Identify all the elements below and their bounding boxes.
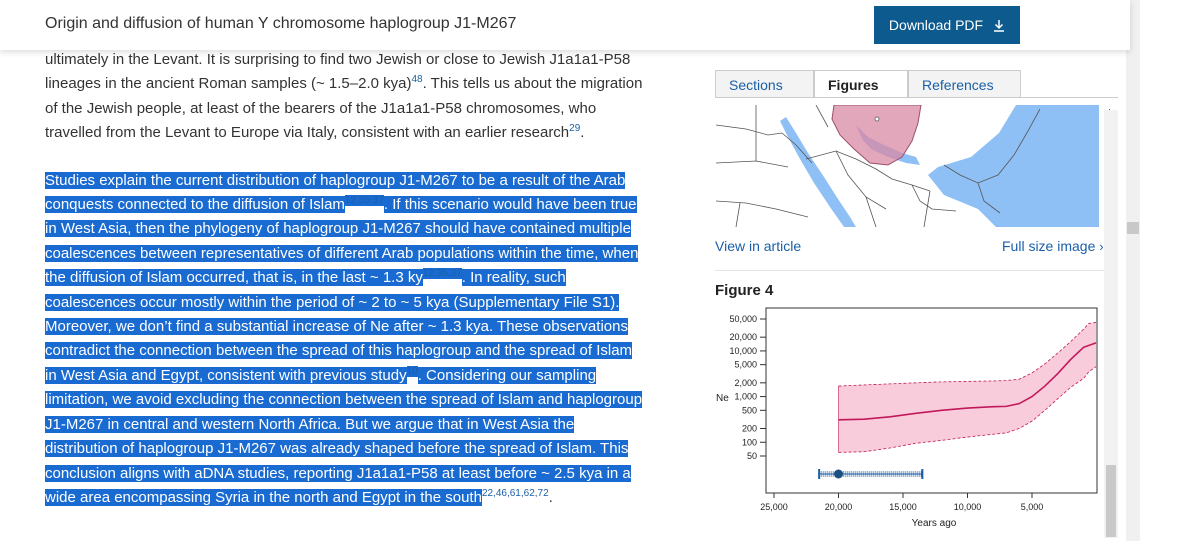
map-sample-marker bbox=[875, 117, 879, 121]
slider-handle[interactable] bbox=[834, 470, 843, 479]
download-icon bbox=[993, 19, 1005, 32]
view-in-article-link[interactable]: View in article bbox=[715, 238, 802, 254]
y-tick-label: 10,000 bbox=[729, 345, 757, 356]
paragraph-1-text-3: . bbox=[580, 124, 585, 142]
citation-10[interactable]: 10 bbox=[406, 365, 418, 377]
tab-divider bbox=[715, 97, 1118, 98]
figure-4-title: Figure 4 bbox=[715, 282, 774, 299]
paragraph-1 bbox=[45, 48, 645, 146]
y-tick-label: 2,000 bbox=[734, 377, 757, 388]
y-tick-label: 100 bbox=[741, 437, 757, 448]
y-tick-label: 500 bbox=[741, 405, 757, 416]
citation-29[interactable]: 29 bbox=[569, 123, 581, 135]
tab-references[interactable]: References bbox=[908, 70, 1021, 98]
x-tick-label: 10,000 bbox=[953, 502, 982, 512]
paragraph-2-text-1: Studies explain the current distribution of haplogroup J1-M267 to be a result of the Arab conquests connected to the diffusion of Islam bbox=[45, 171, 626, 214]
map-image bbox=[716, 105, 1099, 227]
y-tick-label: 50,000 bbox=[729, 314, 757, 324]
paragraph-1-text: ultimately in the Levant. It is surprising to find two Jewish or close to Jewish J1a1a1-P58 lineages in the ancient Roman samples (~ 1.5–2.0 kya) bbox=[45, 51, 631, 93]
slider-end-cap[interactable] bbox=[921, 469, 923, 479]
top-bar bbox=[0, 0, 1130, 50]
paragraph-2-text-2: . If this scenario would have been true in West Asia, then the phylogeny of haplogroup J1-M267 should have contained multiple coalescences between representatives of different Arab populations within the time, when the diffusion of Islam occurred, that is, in the last ~ 1.3 ky bbox=[45, 196, 639, 287]
y-tick-label: 200 bbox=[741, 423, 757, 434]
full-size-image-link[interactable] bbox=[1002, 238, 1104, 254]
panel-tabs bbox=[715, 70, 1021, 98]
paragraph-2-text-5: . bbox=[548, 488, 553, 506]
paragraph-2 bbox=[45, 169, 645, 511]
paragraph-2-text-4: . Considering our sampling limitation, we avoid excluding the connection between the spread of Islam and haplogroup J1-M267 in central and western North Africa. But we argue that in West Asia the distribution of haplogroup J1-M267 was already shaped before the spread of Islam. This conclusion aligns with aDNA studies, reporting J1a1a1-P58 at least before ~ 2.5 kya in a wide area encompassing Syria in the north and Egypt in the south bbox=[45, 366, 643, 506]
paragraph-2-text-3: . In reality, such coalescences occur mostly within the period of ~ 2 to ~ 5 kya (Supplementary File S1). Moreover, we don’t find a substantial increase of Ne after ~ 1.3 kya. These observations contradict the connection between the spread of this haplogroup and the spread of Islam in West Asia and Egypt, consistent with previous study bbox=[45, 269, 633, 384]
article-body bbox=[45, 48, 645, 510]
download-pdf-button[interactable] bbox=[874, 6, 1020, 44]
x-tick-label: 15,000 bbox=[889, 502, 917, 512]
x-tick-label: 5,000 bbox=[1020, 502, 1044, 512]
citation-12-35-37-a[interactable]: 12,35,37 bbox=[344, 195, 384, 207]
page-scrollbar[interactable] bbox=[1126, 0, 1140, 541]
y-tick-label: 5,000 bbox=[734, 359, 757, 370]
citation-48[interactable]: 48 bbox=[411, 74, 423, 86]
figure-4-chart[interactable] bbox=[700, 300, 1105, 535]
ylabel: Ne bbox=[716, 393, 729, 404]
y-tick-label: 50 bbox=[746, 451, 757, 461]
x-tick-label: 20,000 bbox=[824, 502, 853, 512]
window-margin bbox=[1140, 0, 1200, 541]
figure-divider bbox=[715, 270, 1115, 271]
page-title: Origin and diffusion of human Y chromosome haplogroup J1-M267 bbox=[45, 15, 517, 32]
download-pdf-label: Download PDF bbox=[888, 17, 984, 33]
x-tick-label: 25,000 bbox=[760, 502, 788, 512]
page-scrollbar-thumb[interactable] bbox=[1127, 222, 1139, 234]
chevron-right-icon: › bbox=[1099, 239, 1104, 254]
figure-3-map[interactable] bbox=[716, 105, 1099, 227]
xlabel: Years ago bbox=[911, 518, 957, 529]
tab-sections[interactable]: Sections bbox=[715, 70, 814, 98]
slider-start-cap[interactable] bbox=[818, 469, 820, 479]
citation-22-46-61-62-72[interactable]: 22,46,61,62,72 bbox=[481, 487, 549, 499]
y-tick-label: 1,000 bbox=[734, 391, 757, 402]
paragraph-1-text-2: . This tells us about the migration of the Jewish people, at least of the bearers of the J1a1a1-P58 chromosomes, who travelled from the Levant to Europe via Italy, consistent with an earlier research bbox=[45, 75, 643, 142]
y-tick-label: 20,000 bbox=[729, 332, 757, 343]
panel-scrollbar-thumb[interactable] bbox=[1106, 465, 1116, 537]
tab-figures[interactable]: Figures bbox=[814, 70, 908, 98]
citation-12-35-37-b[interactable]: 12,35,37 bbox=[422, 268, 462, 280]
full-size-image-label: Full size image bbox=[1002, 238, 1096, 254]
